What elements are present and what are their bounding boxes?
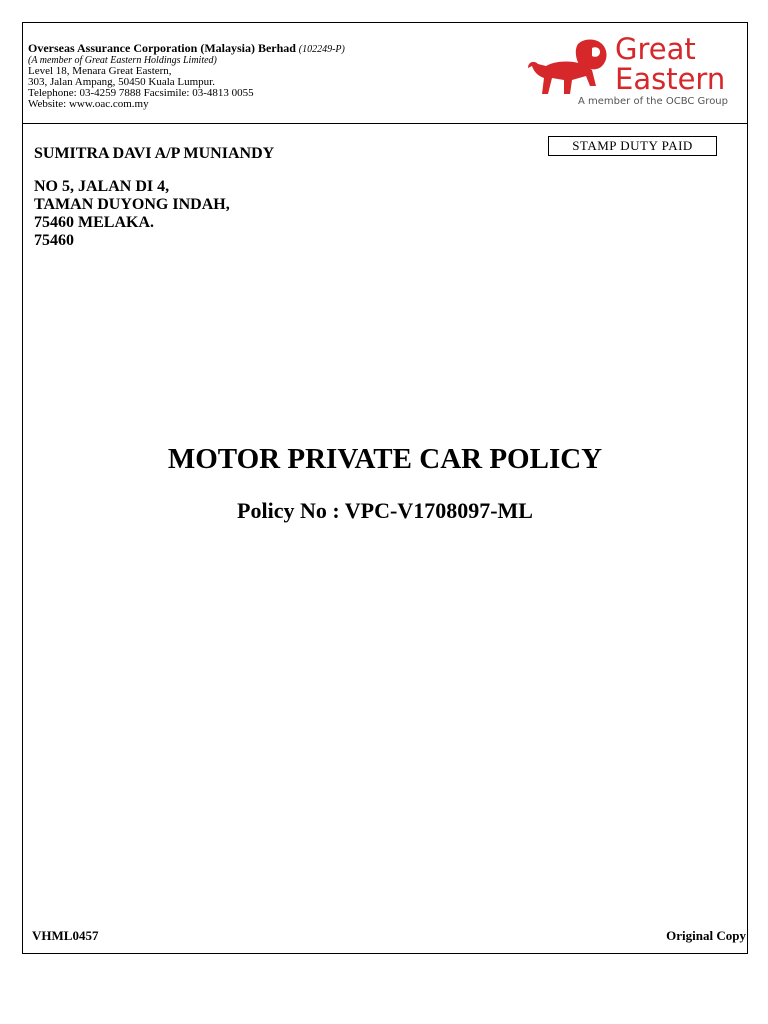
policy-number: Policy No : VPC-V1708097-ML [237,498,533,523]
lion-icon [526,36,612,98]
company-address-line2: 303, Jalan Ampang, 50450 Kuala Lumpur. [28,76,215,88]
policy-page [22,22,748,954]
company-address-line1: Level 18, Menara Great Eastern, [28,65,172,77]
recipient-address-line: 75460 [34,232,74,249]
letterhead [23,23,747,124]
logo-word-great: Great [615,32,696,66]
company-details [28,43,345,110]
logo-word-eastern: Eastern [615,62,726,96]
logo-tagline: A member of the OCBC Group [578,96,728,107]
great-eastern-logo [526,34,736,114]
recipient-name: SUMITRA DAVI A/P MUNIANDY [34,145,275,162]
recipient-address-line: NO 5, JALAN DI 4, [34,178,170,195]
stamp-duty-paid-box: STAMP DUTY PAID [548,136,717,156]
footer-document-code: VHML0457 [32,928,99,943]
company-name: Overseas Assurance Corporation (Malaysia) Berhad [28,41,296,55]
recipient-address [34,145,274,250]
company-contact: Telephone: 03-4259 7888 Facsimile: 03-4813 0055 [28,87,254,99]
company-website: Website: www.oac.com.my [28,98,149,110]
footer-copy-label: Original Copy [666,928,746,943]
company-member-note: (A member of Great Eastern Holdings Limited) [28,55,217,66]
recipient-address-line: 75460 MELAKA. [34,214,154,231]
company-reg-no: (102249-P) [298,44,345,55]
document-title: MOTOR PRIVATE CAR POLICY [167,443,603,475]
recipient-address-line: TAMAN DUYONG INDAH, [34,196,230,213]
